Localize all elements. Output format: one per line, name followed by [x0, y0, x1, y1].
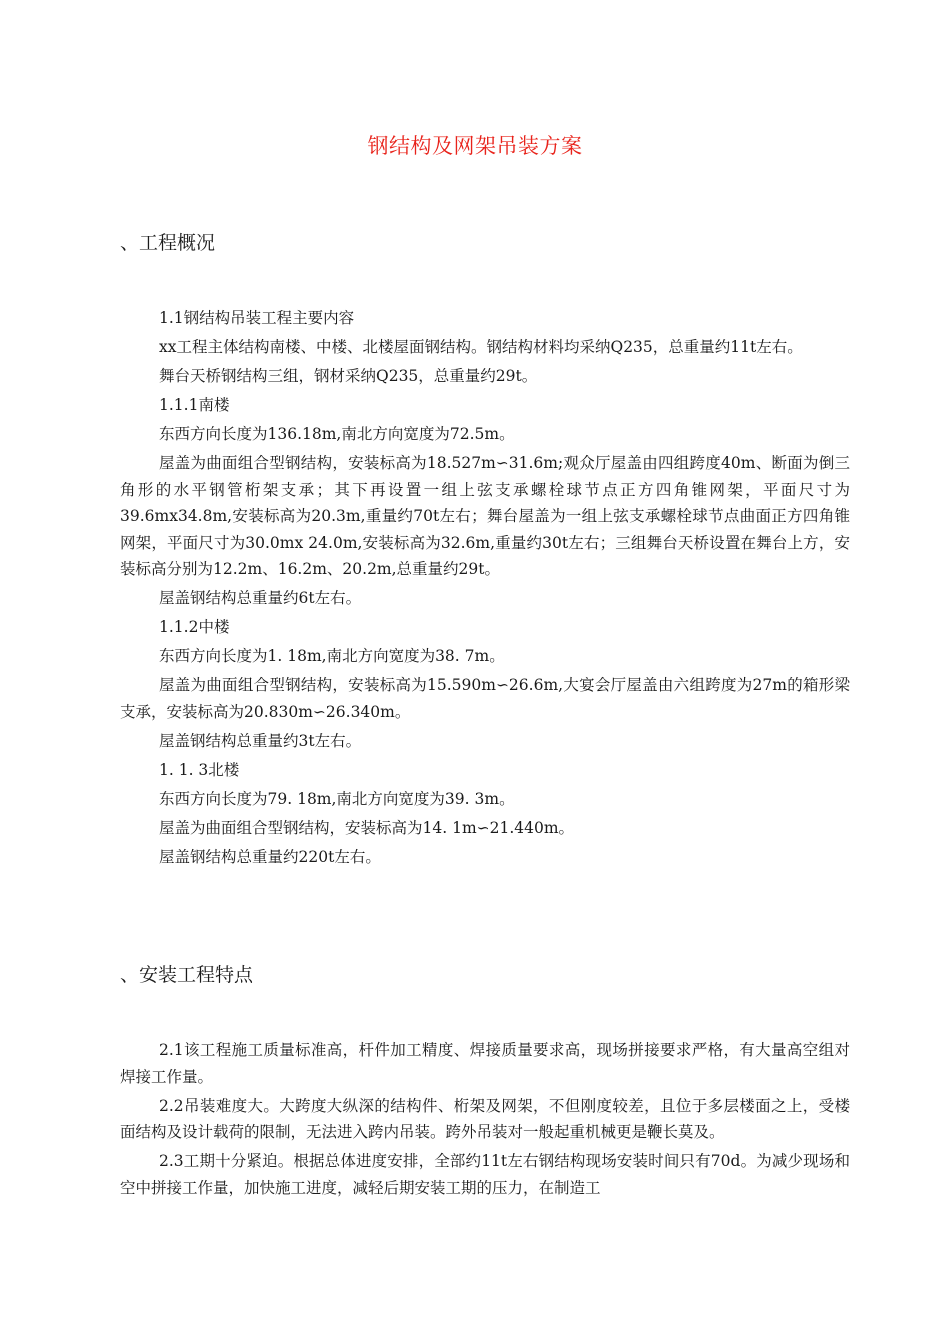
paragraph: xx工程主体结构南楼、中楼、北楼屋面钢结构。钢结构材料均采纳Q235，总重量约11t左右。 [159, 338, 803, 356]
paragraph: 1.1.2中楼 [159, 618, 230, 636]
paragraph: 屋盖为曲面组合型钢结构，安装标高为14. 1m∽21.440m。 [159, 818, 575, 837]
paragraph: 1.1钢结构吊装工程主要内容 [159, 309, 355, 327]
document-title: 钢结构及网架吊装方案 [367, 134, 583, 158]
paragraph: 舞台天桥钢结构三组，钢材采纳Q235，总重量约29t。 [159, 367, 538, 385]
paragraph: 东西方向长度为1. 18m,南北方向宽度为38. 7m。 [159, 647, 505, 665]
paragraph: 屋盖钢结构总重量约220t左右。 [159, 847, 381, 866]
paragraph: 东西方向长度为79. 18m,南北方向宽度为39. 3m。 [159, 789, 515, 808]
paragraph: 2.2吊装难度大。大跨度大纵深的结构件、桁架及网架，不但刚度较差，且位于多层楼面之上，受楼面结构及设计载荷的限制，无法进入跨内吊装。跨外吊装对一般起重机械更是鞭长莫及。 [120, 1096, 850, 1141]
paragraph: 1. 1. 3北楼 [159, 760, 240, 779]
paragraph: 屋盖为曲面组合型钢结构，安装标高为18.527m∽31.6m;观众厅屋盖由四组跨度40m、断面为倒三角形的水平钢管桁架支承；其下再设置一组上弦支承螺栓球节点正方四角锥网架，平面尺寸为39.6mx34.8m,安装标高为20.3m,重量约70t左右；舞台屋盖为一组上弦支承螺栓球节点曲面正方四角锥网架，平面尺寸为30.0mx 24.0m,安装标高为32.6m,重量约30t左右；三组舞台天桥设置在舞台上方，安装标高分别为12.2m、16.2m、20.2m,总重量约29t。 [120, 454, 850, 578]
section-heading-overview: 、工程概况 [120, 232, 216, 254]
paragraph: 1.1.1南楼 [159, 396, 230, 414]
paragraph: 东西方向长度为136.18m,南北方向宽度为72.5m。 [159, 425, 515, 443]
section-body-features [120, 1037, 850, 1204]
section-heading-features: 、安装工程特点 [120, 964, 254, 986]
section-body-overview [120, 305, 850, 873]
paragraph: 屋盖为曲面组合型钢结构，安装标高为15.590m∽26.6m,大宴会厅屋盖由六组跨度为27m的箱形梁支承，安装标高为20.830m∽26.340m。 [120, 676, 850, 721]
paragraph: 2.1该工程施工质量标准高，杆件加工精度、焊接质量要求高，现场拼接要求严格，有大量高空组对焊接工作量。 [120, 1041, 850, 1086]
paragraph: 屋盖钢结构总重量约3t左右。 [159, 731, 362, 750]
paragraph: 2.3工期十分紧迫。根据总体进度安排，全部约11t左右钢结构现场安装时间只有70d。为减少现场和空中拼接工作量，加快施工进度，减轻后期安装工期的压力，在制造工 [120, 1152, 850, 1197]
paragraph: 屋盖钢结构总重量约6t左右。 [159, 589, 362, 607]
